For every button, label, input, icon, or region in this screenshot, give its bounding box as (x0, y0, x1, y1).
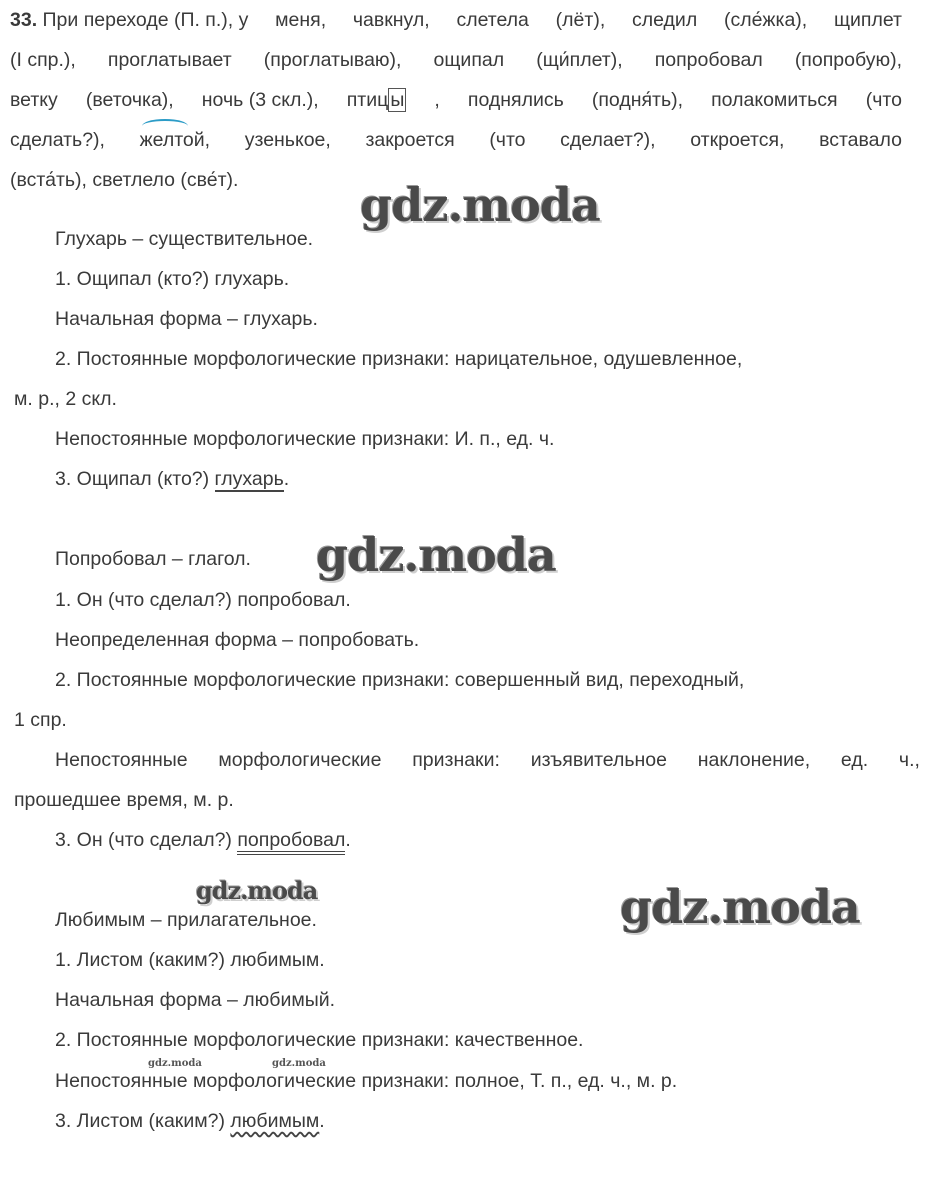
noun-p3-suffix: . (283, 468, 290, 490)
noun-point-3 (55, 467, 289, 491)
intro-line-5: (вста́ть), светлело (све́т). (10, 169, 239, 191)
watermark: gdz.moda (148, 1058, 202, 1069)
intro-word: узенькое, (244, 129, 331, 151)
intro-word: (сле́жка), (723, 9, 808, 31)
noun-title: Глухарь – существительное. (55, 228, 314, 250)
adj-title: Любимым – прилагательное. (55, 909, 317, 931)
intro-word: (подня́ть), (591, 89, 684, 111)
intro-word: проглатывает (107, 49, 232, 71)
intro-word: поднялись (467, 89, 564, 111)
intro-word: полакомиться (711, 89, 838, 111)
watermark: gdz.moda (316, 528, 556, 582)
verb-nonconstant (55, 748, 920, 772)
watermark: gdz.moda (360, 178, 600, 232)
adj-point-3 (55, 1109, 325, 1133)
verb-initial-form: Неопределенная форма – попробовать. (55, 629, 420, 651)
verb-word: ч., (898, 749, 920, 771)
watermark: gdz.moda (620, 880, 860, 934)
adj-point-2: 2. Постоянные морфологические признаки: качественное. (55, 1029, 584, 1051)
verb-word: Непостоянные (55, 749, 188, 771)
verb-p3-prefix: 3. Он (что сделал?) (55, 829, 232, 851)
noun-point-2: 2. Постоянные морфологические признаки: нарицательное, одушевленное, (55, 348, 743, 370)
verb-point-3 (55, 828, 351, 852)
intro-line-2 (10, 48, 902, 72)
intro-word: меня, (275, 9, 327, 31)
intro-word: ветку (10, 89, 58, 111)
verb-point-2: 2. Постоянные морфологические признаки: совершенный вид, переходный, (55, 669, 745, 691)
intro-word: следил (632, 9, 698, 31)
ending-box: ы (390, 89, 405, 111)
verb-word: наклонение, (697, 749, 811, 771)
intro-word: (веточка), (85, 89, 174, 111)
intro-word-boxed: птиц ы (346, 89, 405, 111)
intro-word: (попробую), (794, 49, 902, 71)
intro-word: (что (865, 89, 902, 111)
noun-p3-prefix: 3. Ощипал (кто?) (55, 468, 210, 490)
task-number: 33. (10, 9, 38, 31)
intro-word: вставало (819, 129, 902, 151)
adj-attribute: любимым (230, 1110, 320, 1132)
intro-word: щиплет (833, 9, 902, 31)
intro-word: (лёт), (555, 9, 606, 31)
verb-p3-suffix: . (345, 829, 351, 851)
intro-word: ощипал (433, 49, 505, 71)
intro-line-4 (10, 128, 902, 152)
intro-word: (проглатываю), (263, 49, 402, 71)
intro-word: (щи́плет), (536, 49, 623, 71)
verb-nonconstant-cont: прошедшее время, м. р. (14, 789, 234, 811)
verb-predicate: попробовал (237, 829, 345, 855)
intro-word: , (434, 89, 440, 111)
noun-point-2-cont: м. р., 2 скл. (14, 388, 117, 410)
verb-word: морфологические (218, 749, 382, 771)
watermark: gdz.moda (196, 876, 318, 905)
intro-word: чавкнул, (352, 9, 430, 31)
intro-word: слетела (456, 9, 529, 31)
verb-word: изъявительное (530, 749, 667, 771)
noun-initial-form: Начальная форма – глухарь. (55, 308, 318, 330)
intro-word: (что (489, 129, 526, 151)
adj-nonconstant: Непостоянные морфологические признаки: полное, Т. п., ед. ч., м. р. (55, 1070, 678, 1092)
noun-subject: глухарь (214, 468, 284, 490)
intro-word: сделает?), (560, 129, 656, 151)
watermark: gdz.moda (272, 1058, 326, 1069)
verb-title: Попробовал – глагол. (55, 548, 251, 570)
intro-word: попробовал (654, 49, 763, 71)
intro-line-3 (10, 88, 902, 112)
noun-point-1: 1. Ощипал (кто?) глухарь. (55, 268, 290, 290)
intro-word: ночь (3 скл.), (201, 89, 319, 111)
intro-1-a: 33. При переходе (П. п.), у (10, 9, 249, 31)
verb-point-2-cont: 1 спр. (14, 709, 67, 731)
intro-word: закроется (365, 129, 455, 151)
intro-word: сделать?), (10, 129, 105, 151)
adj-initial-form: Начальная форма – любимый. (55, 989, 336, 1011)
adj-p3-prefix: 3. Листом (каким?) (55, 1110, 225, 1132)
verb-word: ед. (840, 749, 869, 771)
noun-nonconstant: Непостоянные морфологические признаки: И. п., ед. ч. (55, 428, 555, 450)
verb-word: признаки: (412, 749, 500, 771)
intro-word-arc: желтой, (139, 129, 211, 151)
adj-point-1: 1. Листом (каким?) любимым. (55, 949, 325, 971)
intro-word: (I спр.), (10, 49, 76, 71)
adj-p3-suffix: . (319, 1110, 325, 1132)
intro-word: откроется, (690, 129, 785, 151)
verb-point-1: 1. Он (что сделал?) попробовал. (55, 589, 351, 611)
intro-line-1 (10, 8, 902, 32)
